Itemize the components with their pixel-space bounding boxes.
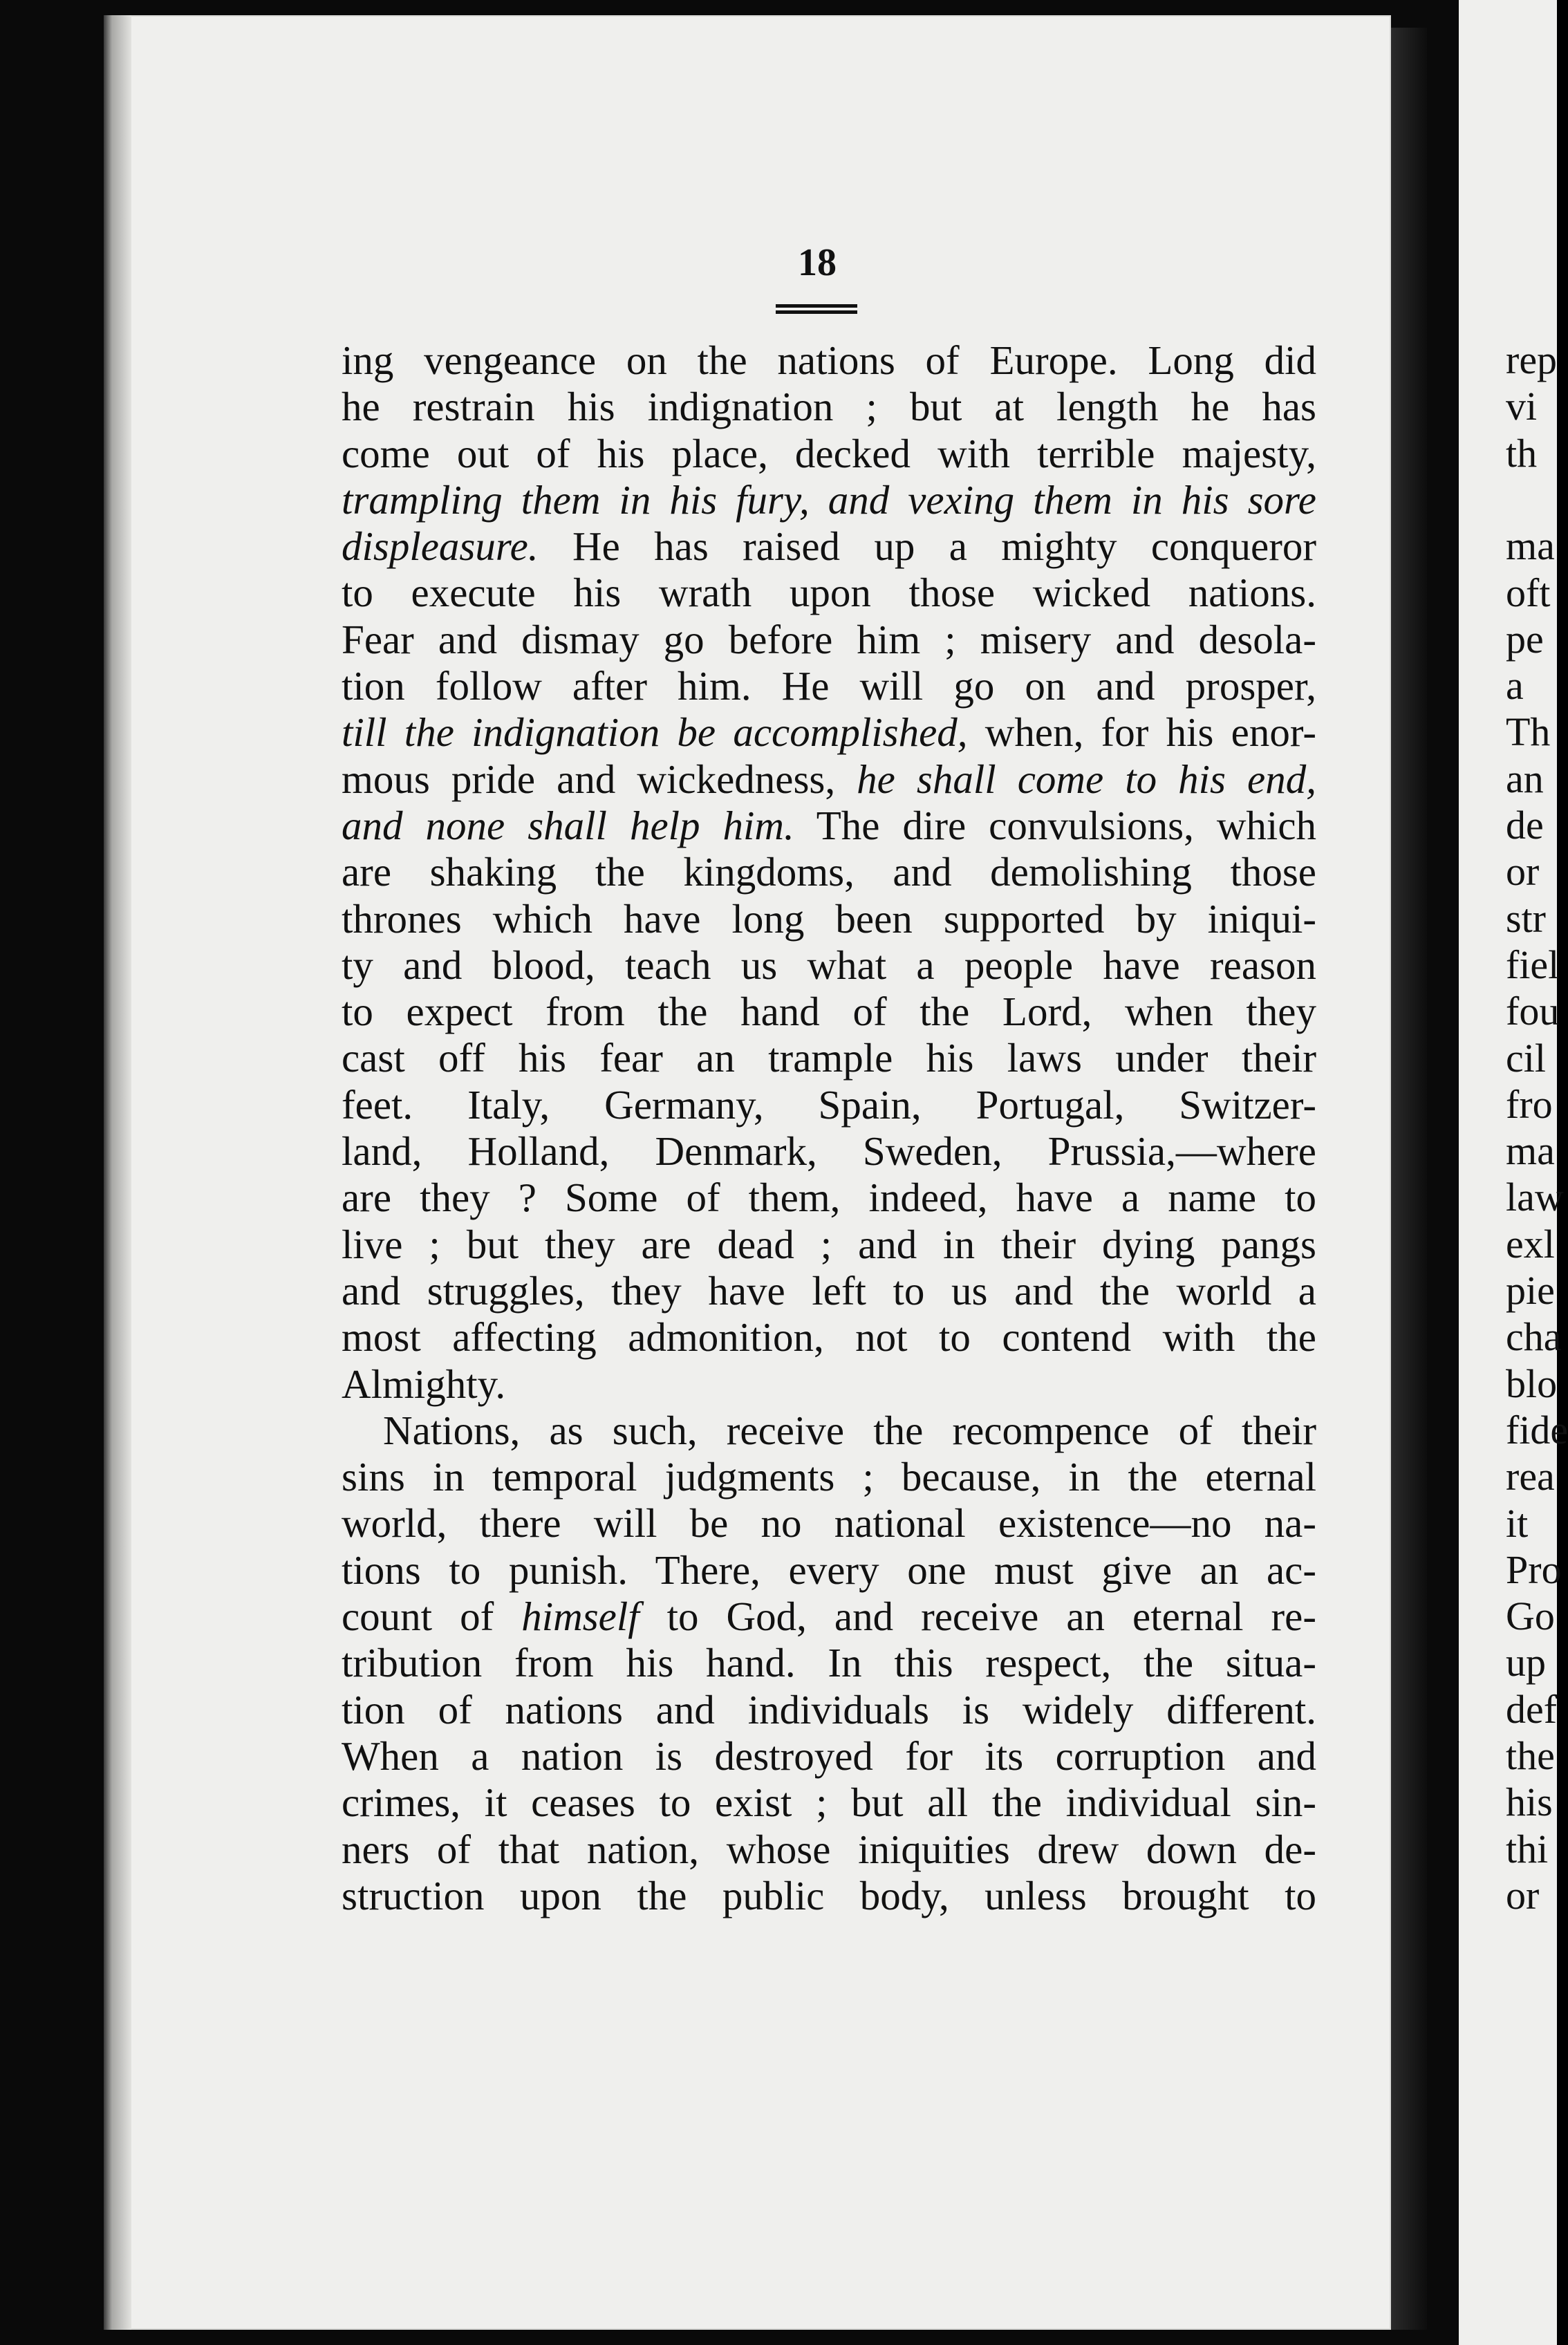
text-span: ing vengeance on the nations of Europe. Long did — [342, 337, 1316, 383]
facing-page-fragment: pie — [1506, 1268, 1555, 1313]
facing-page-fragment: exl — [1506, 1221, 1555, 1267]
text-span: are shaking the kingdoms, and demolishing those — [342, 849, 1316, 895]
italic-span: he shall come to his end, — [857, 756, 1316, 802]
facing-page-fragment: ma — [1506, 1128, 1555, 1174]
facing-page-fragment: oft — [1506, 570, 1551, 615]
text-span: tions to punish. There, every one must give an ac- — [342, 1547, 1316, 1593]
facing-page-fragment: the — [1506, 1733, 1555, 1778]
text-span: are they ? Some of them, indeed, have a name to — [342, 1175, 1316, 1221]
facing-page-fragment: fro — [1506, 1081, 1553, 1127]
text-span: tion follow after him. He will go on and prosper, — [342, 663, 1316, 709]
facing-page-fragment: Pro — [1506, 1547, 1562, 1592]
text-line — [342, 1500, 1316, 1547]
text-line — [342, 384, 1316, 430]
page-number: 18 — [798, 241, 837, 284]
facing-page-fragment: or — [1506, 1872, 1540, 1918]
italic-span: displeasure. — [342, 523, 539, 570]
text-line — [342, 1408, 1316, 1454]
text-span: to execute his wrath upon those wicked nations. — [342, 570, 1316, 616]
body-text — [342, 337, 1316, 1919]
facing-page — [1459, 0, 1568, 2345]
facing-page-fragment: fiel — [1506, 942, 1560, 987]
italic-span: trampling them in his fury, and vexing them in his sore — [342, 476, 1316, 523]
text-span: ty and blood, teach us what a people have reason — [342, 942, 1316, 988]
text-span: He has raised up a mighty conqueror — [538, 523, 1316, 570]
facing-page-fragment: thi — [1506, 1826, 1549, 1871]
text-span: land, Holland, Denmark, Sweden, Prussia,—where — [342, 1128, 1316, 1175]
facing-page-fragment: law — [1506, 1175, 1564, 1220]
text-line — [342, 989, 1316, 1035]
text-span: when, for his enor- — [967, 709, 1316, 756]
text-span: Almighty. — [342, 1361, 506, 1407]
text-line — [342, 477, 1316, 523]
text-line — [342, 1779, 1316, 1826]
facing-page-fragment: Th — [1506, 709, 1551, 755]
text-span: to expect from the hand of the Lord, when they — [342, 989, 1316, 1035]
page-edge-shadow — [104, 15, 131, 2330]
facing-page-fragment: a — [1506, 663, 1524, 709]
facing-page-fragment: str — [1506, 895, 1546, 941]
facing-page-fragment: fou — [1506, 989, 1560, 1034]
text-line — [342, 1222, 1316, 1268]
text-line — [342, 337, 1316, 384]
facing-page-fragment: an — [1506, 756, 1544, 801]
text-span: thrones which have long been supported by iniqui- — [342, 895, 1316, 942]
text-line — [342, 1128, 1316, 1175]
italic-span: till the indignation be accomplished, — [342, 709, 968, 756]
text-line — [342, 1873, 1316, 1919]
text-span: world, there will be no national existence—no na- — [342, 1500, 1316, 1547]
text-line — [342, 1268, 1316, 1314]
facing-page-fragment: cha — [1506, 1314, 1562, 1360]
text-line — [342, 709, 1316, 756]
text-line — [342, 431, 1316, 477]
facing-page-fragment: cil — [1506, 1035, 1546, 1081]
facing-page-fragment: up — [1506, 1640, 1546, 1685]
text-span: tribution from his hand. In this respect, the situa- — [342, 1640, 1316, 1686]
facing-page-fragment: ma — [1506, 523, 1555, 569]
facing-page-fragment: pe — [1506, 616, 1544, 662]
facing-page-fragment: def — [1506, 1686, 1558, 1732]
text-span: live ; but they are dead ; and in their dying pangs — [342, 1221, 1316, 1267]
text-span: to God, and receive an eternal re- — [639, 1594, 1316, 1640]
text-span: Nations, as such, receive the recompence of their — [383, 1407, 1316, 1453]
text-line — [342, 849, 1316, 895]
italic-span: and none shall help him. — [342, 802, 794, 848]
text-line — [342, 1314, 1316, 1361]
text-line — [342, 1175, 1316, 1221]
text-line — [342, 523, 1316, 570]
double-rule — [776, 304, 857, 314]
text-line — [342, 1082, 1316, 1128]
text-span: crimes, it ceases to exist ; but all the individual sin- — [342, 1779, 1316, 1826]
facing-page-fragment: blo — [1506, 1361, 1558, 1406]
text-span: cast off his fear an trample his laws under their — [342, 1035, 1316, 1081]
italic-span: himself — [521, 1594, 640, 1640]
text-span: The dire convulsions, which — [794, 802, 1317, 848]
text-line — [342, 942, 1316, 989]
text-line — [342, 1733, 1316, 1779]
text-span: he restrain his indignation ; but at length he has — [342, 384, 1316, 430]
text-line — [342, 617, 1316, 663]
facing-page-fragment: or — [1506, 849, 1540, 895]
text-span: tion of nations and individuals is widely different. — [342, 1686, 1316, 1732]
text-span: come out of his place, decked with terrible majesty, — [342, 430, 1316, 476]
facing-page-fragment: de — [1506, 803, 1544, 848]
text-line — [342, 663, 1316, 709]
text-line — [342, 1454, 1316, 1500]
text-span: most affecting admonition, not to contend with the — [342, 1314, 1316, 1361]
text-line — [342, 1547, 1316, 1594]
facing-page-fragment: rea — [1506, 1454, 1555, 1500]
facing-page-fragment: vi — [1506, 384, 1538, 429]
facing-page-fragment: Go — [1506, 1594, 1555, 1639]
text-line — [342, 1687, 1316, 1733]
book-gutter — [1391, 28, 1427, 2330]
text-line — [342, 1361, 1316, 1408]
text-line — [342, 1640, 1316, 1686]
text-line — [342, 803, 1316, 849]
text-line — [342, 896, 1316, 942]
facing-page-fragment: fide — [1506, 1407, 1568, 1452]
text-line — [342, 1594, 1316, 1640]
text-span: feet. Italy, Germany, Spain, Portugal, Switzer- — [342, 1081, 1316, 1128]
text-line — [342, 1827, 1316, 1873]
text-span: struction upon the public body, unless brought to — [342, 1872, 1316, 1918]
text-span: and struggles, they have left to us and the world a — [342, 1267, 1316, 1314]
text-span: ners of that nation, whose iniquities drew down de- — [342, 1826, 1316, 1872]
text-span: When a nation is destroyed for its corruption and — [342, 1732, 1316, 1779]
facing-page-fragment: his — [1506, 1779, 1553, 1825]
text-span: sins in temporal judgments ; because, in the eternal — [342, 1454, 1316, 1500]
text-span: count of — [342, 1594, 522, 1640]
facing-page-fragment: rep — [1506, 337, 1558, 382]
text-span: mous pride and wickedness, — [342, 756, 857, 802]
text-line — [342, 1035, 1316, 1081]
text-line — [342, 570, 1316, 616]
text-line — [342, 756, 1316, 803]
text-span: Fear and dismay go before him ; misery and desola- — [342, 616, 1316, 662]
facing-page-fragment: it — [1506, 1500, 1529, 1546]
facing-page-fragment: th — [1506, 430, 1538, 476]
